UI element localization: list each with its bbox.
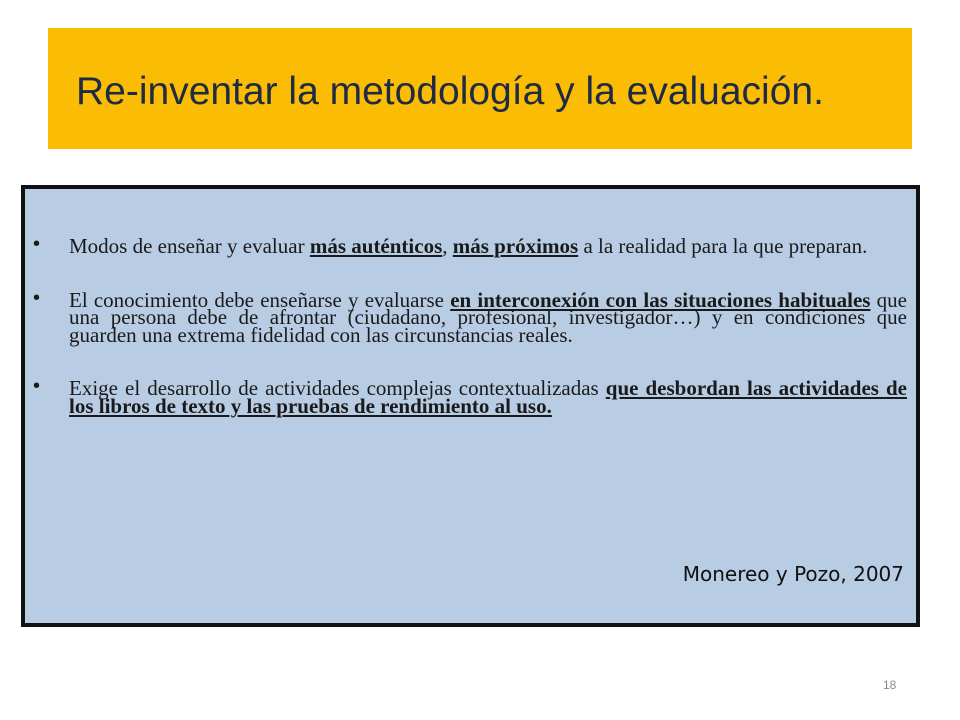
slide-title: Re-inventar la metodología y la evaluación. <box>76 70 824 113</box>
bullet-emphasis-text: que desbordan las actividades de los libros de texto y las pruebas de rendimiento al uso. <box>69 376 907 418</box>
bullet-text: Exige el desarrollo de actividades complejas contextualizadas <box>69 376 606 401</box>
page-number: 18 <box>883 678 897 692</box>
citation: Monereo y Pozo, 2007 <box>682 562 904 586</box>
bullet-emphasis-text: en interconexión con las situaciones habituales <box>450 287 871 312</box>
bullet-text: , <box>442 234 453 258</box>
bullet-emphasis-text: más auténticos <box>309 234 443 258</box>
bullet-text: El conocimiento debe enseñarse y evaluarse <box>69 287 451 312</box>
bullet-item <box>33 233 907 258</box>
bullet-list <box>33 233 908 418</box>
bullet-dot-icon: • <box>33 286 41 309</box>
bullet-text: que una persona debe de afrontar (ciudadano, profesional, investigador…) y en condiciones que guarden una extrema fidelidad con las circunstancias reales. <box>69 287 908 347</box>
bullet-item <box>33 375 907 418</box>
bullet-emphasis-text: más próximos <box>452 234 579 258</box>
bullet-text: Modos de enseñar y evaluar <box>69 234 310 258</box>
bullet-dot-icon: • <box>33 375 41 398</box>
bullet-item <box>33 286 908 347</box>
bullet-text: a la realidad para la que preparan. <box>578 234 868 258</box>
bullet-dot-icon: • <box>33 233 41 255</box>
